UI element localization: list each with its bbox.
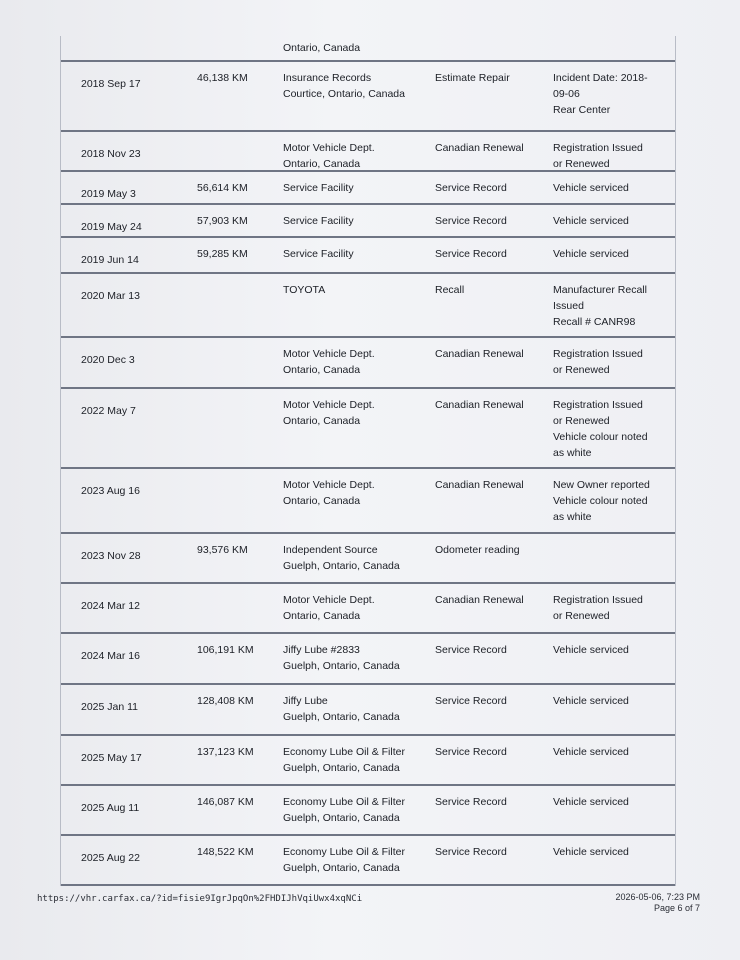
details-line: Registration Issued — [553, 142, 643, 154]
details-cell — [553, 282, 671, 330]
details-line: Vehicle serviced — [553, 182, 629, 194]
record-type-cell: Service Record — [435, 796, 507, 808]
details-line: Registration Issued — [553, 348, 643, 360]
source-cell — [283, 282, 325, 298]
source-cell — [283, 140, 375, 172]
source-line: Ontario, Canada — [283, 610, 361, 622]
date-cell: 2025 Jan 11 — [81, 701, 139, 713]
record-type-cell: Canadian Renewal — [435, 479, 524, 491]
table-row — [61, 634, 675, 685]
details-line: or Renewed — [553, 415, 610, 427]
date-cell: 2019 May 3 — [81, 188, 136, 200]
source-cell: Ontario, Canada — [283, 42, 361, 54]
source-line: Jiffy Lube #2833 — [283, 644, 360, 656]
record-type-cell: Service Record — [435, 644, 507, 656]
details-line: as white — [553, 447, 592, 459]
details-cell — [553, 794, 671, 810]
date-cell: 2025 Aug 11 — [81, 802, 140, 814]
details-line: Vehicle serviced — [553, 644, 629, 656]
details-line: Vehicle colour noted — [553, 495, 648, 507]
table-row — [61, 132, 675, 172]
date-cell: 2025 May 17 — [81, 752, 142, 764]
details-line: Vehicle colour noted — [553, 431, 648, 443]
history-table — [60, 36, 676, 886]
details-cell — [553, 213, 671, 229]
footer-timestamp: 2026-05-06, 7:23 PM — [615, 892, 700, 902]
source-line: Ontario, Canada — [283, 158, 361, 170]
details-cell — [553, 346, 671, 378]
source-line: Economy Lube Oil & Filter — [283, 846, 405, 858]
details-cell — [553, 246, 671, 262]
record-type-cell: Service Record — [435, 215, 507, 227]
table-row — [61, 338, 675, 389]
date-cell: 2018 Sep 17 — [81, 78, 141, 90]
source-cell — [283, 693, 400, 725]
source-cell — [283, 744, 405, 776]
source-cell — [283, 246, 354, 262]
table-row — [61, 238, 675, 274]
odometer-cell: 106,191 KM — [197, 644, 254, 656]
source-cell — [283, 397, 375, 429]
details-line: New Owner reported — [553, 479, 650, 491]
details-line: Vehicle serviced — [553, 695, 629, 707]
source-line: Guelph, Ontario, Canada — [283, 660, 400, 672]
source-line: Service Facility — [283, 182, 354, 194]
odometer-cell: 46,138 KM — [197, 72, 248, 84]
details-cell — [553, 693, 671, 709]
source-line: Motor Vehicle Dept. — [283, 399, 375, 411]
odometer-cell: 59,285 KM — [197, 248, 248, 260]
date-cell: 2023 Nov 28 — [81, 550, 141, 562]
date-cell: 2024 Mar 12 — [81, 600, 140, 612]
source-cell — [283, 542, 400, 574]
record-type-cell: Service Record — [435, 746, 507, 758]
details-cell — [553, 140, 671, 172]
source-line: Economy Lube Oil & Filter — [283, 746, 405, 758]
odometer-cell: 128,408 KM — [197, 695, 254, 707]
source-cell — [283, 844, 405, 876]
details-line: Vehicle serviced — [553, 248, 629, 260]
source-line: Jiffy Lube — [283, 695, 328, 707]
source-cell — [283, 477, 375, 509]
odometer-cell: 56,614 KM — [197, 182, 248, 194]
table-row — [61, 62, 675, 132]
table-row — [61, 836, 675, 886]
source-line: TOYOTA — [283, 284, 326, 296]
source-cell — [283, 70, 405, 102]
record-type-cell: Service Record — [435, 695, 507, 707]
odometer-cell: 146,087 KM — [197, 796, 254, 808]
source-line: Guelph, Ontario, Canada — [283, 862, 400, 874]
record-type-cell: Canadian Renewal — [435, 399, 524, 411]
source-line: Service Facility — [283, 215, 354, 227]
odometer-cell: 57,903 KM — [197, 215, 248, 227]
record-type-cell: Service Record — [435, 846, 507, 858]
details-line: Incident Date: 2018- — [553, 72, 648, 84]
date-cell: 2023 Aug 16 — [81, 485, 140, 497]
table-row — [61, 786, 675, 836]
details-cell — [553, 642, 671, 658]
details-line: Vehicle serviced — [553, 215, 629, 227]
details-line: Vehicle serviced — [553, 846, 629, 858]
date-cell: 2025 Aug 22 — [81, 852, 140, 864]
source-line: Motor Vehicle Dept. — [283, 348, 375, 360]
source-line: Ontario, Canada — [283, 495, 361, 507]
details-line: Manufacturer Recall — [553, 284, 647, 296]
record-type-cell: Canadian Renewal — [435, 142, 524, 154]
table-row — [61, 534, 675, 584]
source-cell — [283, 592, 375, 624]
table-row — [61, 205, 675, 238]
source-cell — [283, 794, 405, 826]
table-row — [61, 172, 675, 205]
details-line: Registration Issued — [553, 594, 643, 606]
source-line: Courtice, Ontario, Canada — [283, 88, 405, 100]
details-cell — [553, 397, 671, 461]
details-line: as white — [553, 511, 592, 523]
details-line: Issued — [553, 300, 584, 312]
date-cell: 2024 Mar 16 — [81, 650, 140, 662]
details-cell — [553, 592, 671, 624]
details-cell — [553, 744, 671, 760]
source-line: Ontario, Canada — [283, 364, 361, 376]
date-cell: 2019 Jun 14 — [81, 254, 139, 266]
details-cell — [553, 180, 671, 196]
odometer-cell: 137,123 KM — [197, 746, 254, 758]
date-cell: 2019 May 24 — [81, 221, 142, 233]
source-line: Guelph, Ontario, Canada — [283, 560, 400, 572]
record-type-cell: Recall — [435, 284, 465, 296]
details-line: 09-06 — [553, 88, 580, 100]
source-cell — [283, 213, 354, 229]
source-line: Guelph, Ontario, Canada — [283, 711, 400, 723]
details-line: Vehicle serviced — [553, 746, 629, 758]
source-line: Guelph, Ontario, Canada — [283, 812, 400, 824]
date-cell: 2018 Nov 23 — [81, 148, 141, 160]
source-line: Guelph, Ontario, Canada — [283, 762, 400, 774]
source-cell — [283, 642, 400, 674]
record-type-cell: Service Record — [435, 248, 507, 260]
source-cell — [283, 180, 354, 196]
record-type-cell: Service Record — [435, 182, 507, 194]
source-line: Ontario, Canada — [283, 415, 361, 427]
record-rows — [61, 62, 675, 886]
date-cell: 2022 May 7 — [81, 405, 136, 417]
table-row — [61, 685, 675, 736]
source-line: Motor Vehicle Dept. — [283, 594, 375, 606]
details-line: or Renewed — [553, 158, 610, 170]
table-row — [61, 736, 675, 786]
record-type-cell: Canadian Renewal — [435, 594, 524, 606]
source-line: Motor Vehicle Dept. — [283, 142, 375, 154]
table-row — [61, 584, 675, 634]
details-cell — [553, 477, 671, 525]
odometer-cell: 148,522 KM — [197, 846, 254, 858]
footer-page-number: Page 6 of 7 — [653, 903, 700, 913]
details-cell — [553, 844, 671, 860]
table-row — [61, 274, 675, 338]
source-line: Service Facility — [283, 248, 354, 260]
table-row — [61, 389, 675, 469]
record-type-cell: Odometer reading — [435, 544, 520, 556]
details-line: Rear Center — [553, 104, 611, 116]
details-line: or Renewed — [553, 364, 610, 376]
details-cell — [553, 70, 671, 118]
source-line: Independent Source — [283, 544, 378, 556]
table-row-continuation — [61, 36, 675, 62]
footer-meta — [615, 892, 700, 914]
details-line: Registration Issued — [553, 399, 643, 411]
source-line: Economy Lube Oil & Filter — [283, 796, 405, 808]
source-cell — [283, 346, 375, 378]
source-line: Motor Vehicle Dept. — [283, 479, 375, 491]
source-line: Insurance Records — [283, 72, 372, 84]
table-row — [61, 469, 675, 534]
details-line: or Renewed — [553, 610, 610, 622]
odometer-cell: 93,576 KM — [197, 544, 248, 556]
details-line: Vehicle serviced — [553, 796, 629, 808]
details-line: Recall # CANR98 — [553, 316, 636, 328]
footer-url: https://vhr.carfax.ca/?id=fisie9IgrJpqOn%2FHDIJhVqiUwx4xqNCi — [37, 894, 363, 904]
date-cell: 2020 Mar 13 — [81, 290, 140, 302]
date-cell: 2020 Dec 3 — [81, 354, 135, 366]
record-type-cell: Canadian Renewal — [435, 348, 524, 360]
record-type-cell: Estimate Repair — [435, 72, 510, 84]
